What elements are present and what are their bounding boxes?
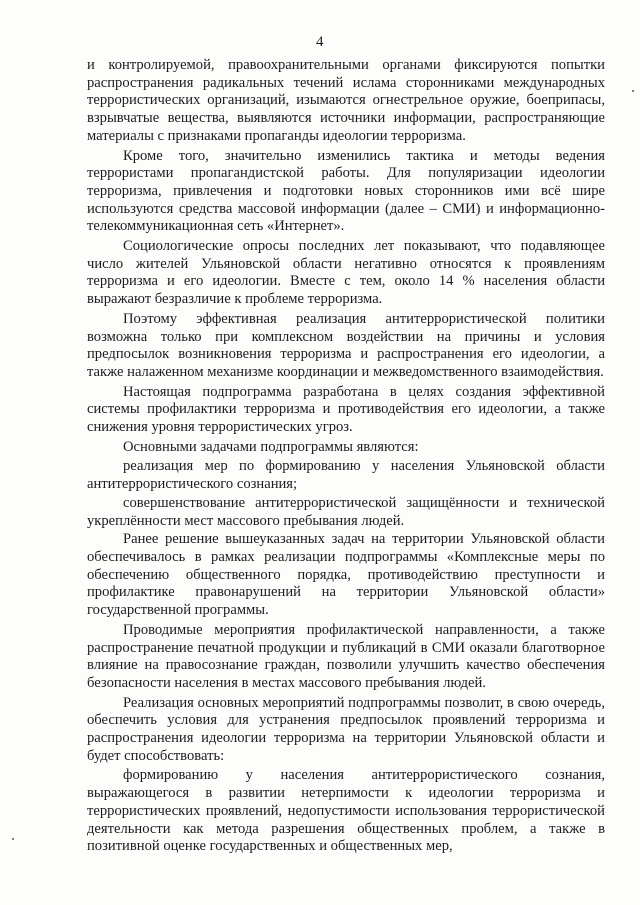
paragraph-propaganda-tactics: Кроме того, значительно изменились тактика и методы ведения террористами пропагандистской работы. Для популяризации идеологии терроризма, привлечения и подготовки новых сторонников ими всё шире используются средства массовой информации (далее – СМИ) и информационно-телекоммуникационная сеть «Интернет». xyxy=(87,147,605,235)
page-number: 4 xyxy=(316,34,324,50)
document-body xyxy=(87,57,605,858)
paragraph-subprogram-purpose: Настоящая подпрограмма разработана в целях создания эффективной системы профилактики терроризма и противодействия его идеологии, а также снижения уровня террористических угроз. xyxy=(87,383,605,436)
paragraph-tasks-heading: Основными задачами подпрограммы являются: xyxy=(123,438,419,455)
scan-speck xyxy=(632,90,634,92)
paragraph-continuation: и контролируемой, правоохранительными органами фиксируются попытки распространения радикальных течений ислама сторонниками международных террористических организаций, изымаются огнестрельное оружие, боеприпасы, взрывчатые вещества, выявляются источники информации, распространяющие материалы с признаками пропаганды идеологии терроризма. xyxy=(87,57,605,144)
paragraph-formation: формированию у населения антитеррористического сознания, выражающегося в развитии нетерпимости к идеологии терроризма и террористических проявлений, недопустимости использования террористической деятельности как метода разрешения общественных проблем, а также в позитивной оценке государственных и общественных мер, xyxy=(87,767,605,855)
task-item-awareness: реализация мер по формированию у населения Ульяновской области антитеррористического сознания; xyxy=(87,458,605,493)
paragraph-policy-effectiveness: Поэтому эффективная реализация антитеррористической политики возможна только при комплексном воздействии на причины и условия предпосылок возникновения терроризма и распространения его идеологии, а также налаженном механизме координации и межведомственного взаимодействия. xyxy=(87,310,605,380)
scan-speck xyxy=(12,838,14,840)
paragraph-sociological-surveys: Социологические опросы последних лет показывают, что подавляющее число жителей Ульяновской области негативно относятся к проявлениям терроризма и его идеологии. Вместе с тем, около 14 % населения области выражают безразличие к проблеме терроризма. xyxy=(87,238,605,308)
paragraph-previous-solution: Ранее решение вышеуказанных задач на территории Ульяновской области обеспечивалось в рамках реализации подпрограммы «Комплексные меры по обеспечению общественного порядка, противодействию преступности и профилактике правонарушений на территории Ульяновской области» государственной программы. xyxy=(87,531,605,619)
paragraph-preventive-measures: Проводимые мероприятия профилактической направленности, а также распространение печатной продукции и публикаций в СМИ оказали благотворное влияние на правосознание граждан, позволили улучшить качество обеспечения безопасности населения в местах массового пребывания людей. xyxy=(87,621,605,691)
task-item-protection: совершенствование антитеррористической защищённости и технической укреплённости мест массового пребывания людей. xyxy=(87,494,605,529)
paragraph-implementation: Реализация основных мероприятий подпрограммы позволит, в свою очередь, обеспечить условия для устранения предпосылок проявлений терроризма и распространения идеологии терроризма на территории Ульяновской области и будет способствовать: xyxy=(87,694,605,764)
